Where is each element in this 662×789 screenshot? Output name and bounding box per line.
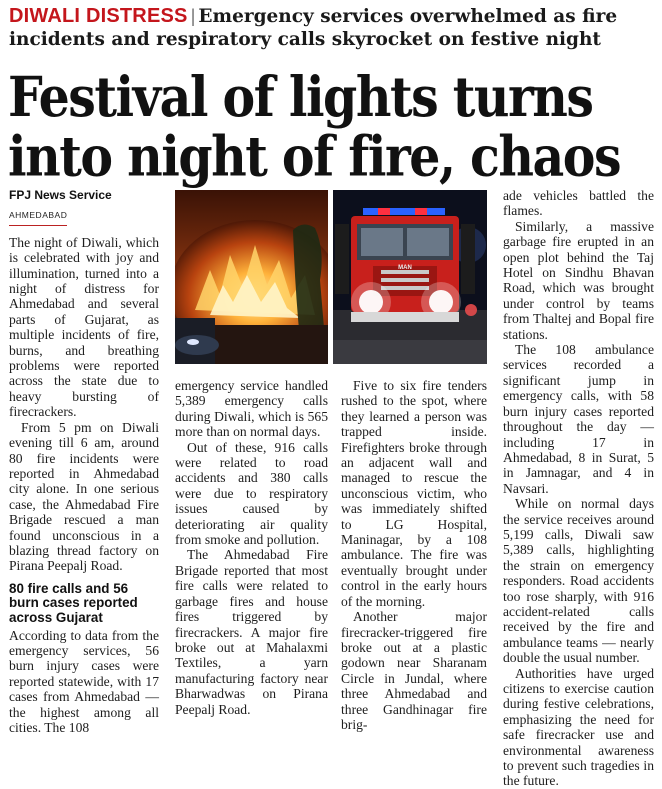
truck-badge: MAN: [398, 265, 412, 271]
paragraph: The 108 ambulance services recorded a significant jump in emergency calls, with 58 burn injury cases reported throughout the day — including 17 in Ahmedabad, 8 in Surat, 5 in Jamnagar, and 4 in Navsari.: [503, 342, 654, 496]
paragraph: While on normal days the service receives around 5,199 calls, Diwali saw 5,389 calls, highlighting the strain on emergency responders. Road accidents too rose sharply, with 916 accident-related calls received by the fire and ambulance teams — nearly double the usual number.: [503, 496, 654, 666]
paragraph: emergency service handled 5,389 emergency calls during Diwali, which is 565 more than on normal days.: [175, 378, 328, 440]
fire-scene-photo: [175, 190, 328, 364]
subhead: 80 fire calls and 56 burn cases reported across Gujarat: [9, 580, 138, 625]
dateline: AHMEDABAD: [9, 208, 67, 225]
paragraph: ade vehicles battled the flames.: [503, 188, 654, 219]
headline: Festival of lights turns into night of fire, chaos: [8, 64, 621, 189]
fire-truck-image: [333, 190, 487, 364]
paragraph: Five to six fire tenders rushed to the spot, where they learned a person was trapped inside. Firefighters broke through an adjacent wall and managed to rescue the unconscious victim, who was immediately shifted to LG Hospital, Maninagar, by a 108 ambulance. The fire was eventually brought under control in the early hours of the morning.: [341, 378, 487, 609]
paragraph: The Ahmedabad Fire Brigade reported that most fire calls were related to garbage fires and house fires triggered by firecrackers. A major fire broke out at Mahalaxmi Textiles, a yarn manufacturing factory near Bharwadwas on Pirana Peepalj Road.: [175, 547, 328, 717]
paragraph: The night of Diwali, which is celebrated with joy and illumination, turned into a night of distress for Ahmedabad and several parts of Gujarat, as multiple incidents of fire, burns, and breathing problems were reported across the state due to heavy bursting of firecrackers.: [9, 234, 159, 420]
kicker-separator: |: [190, 5, 196, 26]
column-2: [175, 378, 328, 717]
kicker: [9, 4, 654, 51]
paragraph: From 5 pm on Diwali evening till 6 am, around 80 fire incidents were reported in Ahmedabad city alone. In one serious case, the Ahmedabad Fire Brigade rescued a man found unconscious in a blazing thread factory on Pirana Peepalj Road.: [9, 419, 159, 574]
column-3: [341, 378, 487, 732]
kicker-label: DIWALI DISTRESS: [9, 5, 188, 27]
fire-scene-image: [175, 190, 328, 364]
kicker-text: Emergency services overwhelmed as fire incidents and respiratory calls skyrocket on festive night: [9, 6, 618, 50]
paragraph: Similarly, a massive garbage fire erupted in an open plot behind the Taj Hotel on Sindhu Bhavan Road, which was brought under control by teams from Thaltej and Bopal fire stations.: [503, 218, 654, 342]
column-4: [503, 188, 654, 789]
paragraph: Out of these, 916 calls were related to road accidents and 380 calls were due to respiratory issues caused by deteriorating air quality from smoke and pollution.: [175, 439, 328, 548]
paragraph: According to data from the emergency services, 56 burn injury cases were reported statewide, with 17 cases from Ahmedabad — the highest among all cities. The 108: [9, 627, 159, 735]
paragraph: Authorities have urged citizens to exercise caution during festive celebrations, emphasizing the need for safe firecracker use and environmental awareness to prevent such tragedies in the future.: [503, 665, 654, 789]
byline: FPJ News Service: [9, 188, 112, 202]
fire-truck-photo: [333, 190, 487, 364]
paragraph: Another major firecracker-triggered fire broke out at a plastic godown near Sharanam Circle in Jundal, where three Ahmedabad and three Gandhinagar fire brig-: [341, 609, 487, 732]
column-1: [9, 188, 159, 735]
